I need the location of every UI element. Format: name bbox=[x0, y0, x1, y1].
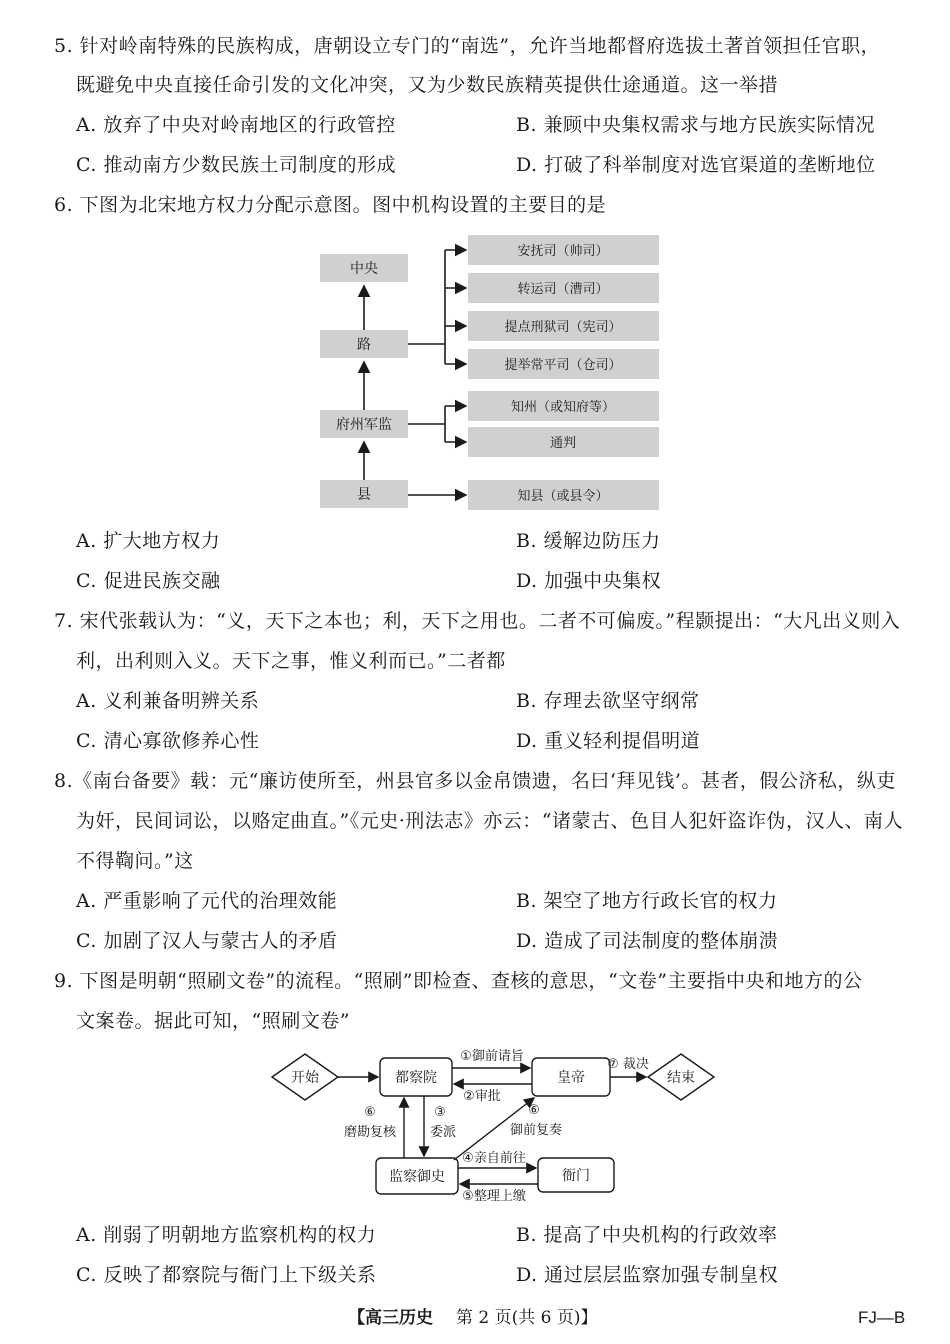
q9-option-a: A. 削弱了明朝地方监察机构的权力 bbox=[76, 1224, 377, 1246]
q9-option-d: D. 通过层层监察加强专制皇权 bbox=[516, 1264, 779, 1286]
q8-option-c: C. 加剧了汉人与蒙古人的矛盾 bbox=[76, 930, 338, 952]
q9-option-b: B. 提高了中央机构的行政效率 bbox=[516, 1224, 778, 1246]
q6-option-d: D. 加强中央集权 bbox=[516, 570, 662, 592]
q5-option-b: B. 兼顾中央集权需求与地方民族实际情况 bbox=[516, 114, 876, 136]
q8-option-b: B. 架空了地方行政长官的权力 bbox=[516, 890, 778, 912]
label-lu: 路 bbox=[357, 337, 371, 353]
q8-option-a: A. 严重影响了元代的治理效能 bbox=[76, 890, 338, 912]
q6-option-a: A. 扩大地方权力 bbox=[76, 530, 221, 552]
step2-label: ②审批 bbox=[463, 1089, 501, 1104]
song-power-diagram bbox=[300, 224, 680, 524]
q7-option-c: C. 清心寡欲修养心性 bbox=[76, 730, 260, 752]
q9-option-c: C. 反映了都察院与衙门上下级关系 bbox=[76, 1264, 377, 1286]
q7-stem-line1: 7. 宋代张载认为：“义，天下之本也；利，天下之用也。二者不可偏废。”程颢提出：“大凡出义则入 bbox=[54, 610, 901, 632]
label-tiju: 提举常平司（仓司） bbox=[504, 358, 622, 373]
q5-option-a: A. 放弃了中央对岭南地区的行政管控 bbox=[76, 114, 396, 136]
label-fuzhou: 府州军监 bbox=[336, 417, 392, 433]
label-central: 中央 bbox=[350, 261, 378, 277]
step6b-num: ⑥ bbox=[528, 1103, 540, 1118]
footer-page: 第 2 页(共 6 页)】 bbox=[456, 1308, 598, 1328]
q7-option-d: D. 重义轻利提倡明道 bbox=[516, 730, 701, 752]
label-zhixian: 知县（或县令） bbox=[517, 489, 609, 504]
q5-stem-line2: 既避免中央直接任命引发的文化冲突，又为少数民族精英提供仕途通道。这一举措 bbox=[76, 74, 779, 96]
step3-num: ③ bbox=[434, 1105, 446, 1120]
step5-label: ⑤整理上缴 bbox=[462, 1189, 526, 1204]
label-end: 结束 bbox=[667, 1070, 695, 1086]
q9-stem-line1: 9. 下图是明朝“照刷文卷”的流程。“照刷”即检查、查核的意思，“文卷”主要指中央和地方的公 bbox=[54, 970, 863, 992]
q8-stem-line2: 为奸，民间词讼，以赂定曲直。”《元史·刑法志》亦云：“诸蒙古、色目人犯奸盗诈伪，汉人、南人 bbox=[76, 810, 903, 832]
q7-option-a: A. 义利兼备明辨关系 bbox=[76, 690, 260, 712]
ming-audit-flowchart bbox=[268, 1040, 728, 1212]
label-tongpan: 通判 bbox=[549, 436, 577, 451]
label-zhuanyun: 转运司（漕司） bbox=[517, 282, 609, 297]
q6-option-b: B. 缓解边防压力 bbox=[516, 530, 661, 552]
label-tidian: 提点刑狱司（宪司） bbox=[504, 320, 622, 335]
q5-option-d: D. 打破了科举制度对选官渠道的垄断地位 bbox=[516, 154, 876, 176]
q6-stem: 6. 下图为北宋地方权力分配示意图。图中机构设置的主要目的是 bbox=[54, 194, 607, 216]
step6b-label: 御前复奏 bbox=[509, 1123, 563, 1138]
label-zhizhou: 知州（或知府等） bbox=[510, 400, 616, 415]
label-huangdi: 皇帝 bbox=[557, 1070, 585, 1086]
q8-stem-line3: 不得鞫问。”这 bbox=[76, 850, 194, 872]
footer-title: 【高三历史 bbox=[348, 1308, 433, 1328]
label-anfu: 安抚司（帅司） bbox=[517, 244, 609, 259]
step6a-num: ⑥ bbox=[364, 1105, 376, 1120]
q9-stem-line2: 文案卷。据此可知，“照刷文卷” bbox=[76, 1010, 350, 1032]
q7-stem-line2: 利，出利则入义。天下之事，惟义利而已。”二者都 bbox=[76, 650, 506, 672]
label-jiancha: 监察御史 bbox=[389, 1169, 445, 1185]
step3-label: 委派 bbox=[429, 1125, 457, 1140]
step6a-label: 磨勘复核 bbox=[343, 1125, 397, 1140]
q5-option-c: C. 推动南方少数民族土司制度的形成 bbox=[76, 154, 396, 176]
label-xian: 县 bbox=[357, 487, 371, 503]
q7-option-b: B. 存理去欲坚守纲常 bbox=[516, 690, 700, 712]
q8-option-d: D. 造成了司法制度的整体崩溃 bbox=[516, 930, 779, 952]
step1-label: ①御前请旨 bbox=[460, 1049, 524, 1064]
label-duchayuan: 都察院 bbox=[395, 1070, 437, 1086]
q5-stem-line1: 5. 针对岭南特殊的民族构成，唐朝设立专门的“南选”，允许当地都督府选拔土著首领担任官职， bbox=[54, 35, 881, 57]
step4-label: ④亲自前往 bbox=[462, 1151, 526, 1166]
q6-option-c: C. 促进民族交融 bbox=[76, 570, 221, 592]
step7-label: ⑦ 裁决 bbox=[607, 1057, 649, 1072]
footer-code: FJ—B bbox=[858, 1308, 906, 1327]
label-yamen: 衙门 bbox=[562, 1168, 590, 1184]
q8-stem-line1: 8.《南台备要》载：元“廉访使所至，州县官多以金帛馈遗，名曰‘拜见钱’。甚者，假公济私，纵吏 bbox=[54, 770, 896, 792]
label-start: 开始 bbox=[291, 1070, 319, 1086]
